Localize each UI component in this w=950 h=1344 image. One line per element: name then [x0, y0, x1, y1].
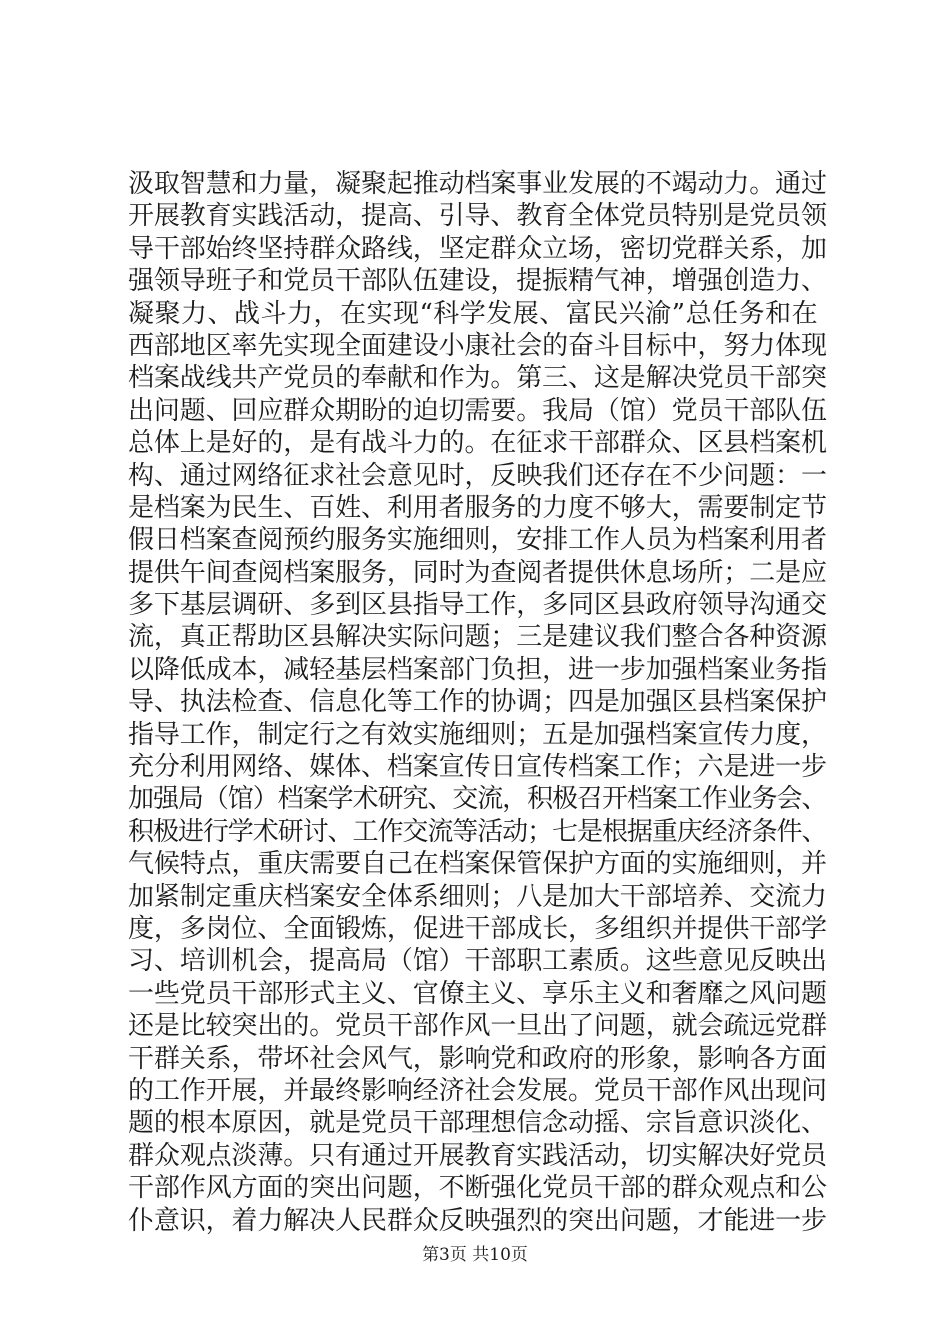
text-line: 一些党员干部形式主义、官僚主义、享乐主义和奢靡之风问题: [128, 978, 827, 1009]
text-line: 题的根本原因，就是党员干部理想信念动摇、宗旨意识淡化、: [128, 1108, 827, 1139]
text-line: 提供午间查阅档案服务，同时为查阅者提供休息场所；二是应: [128, 557, 827, 588]
text-line: 总体上是好的，是有战斗力的。在征求干部群众、区县档案机: [128, 428, 827, 459]
text-line: 假日档案查阅预约服务实施细则，安排工作人员为档案利用者: [128, 525, 827, 556]
text-line: 干部作风方面的突出问题，不断强化党员干部的群众观点和公: [128, 1173, 827, 1204]
text-line: 加紧制定重庆档案安全体系细则；八是加大干部培养、交流力: [128, 881, 827, 912]
text-line: 导、执法检查、信息化等工作的协调；四是加强区县档案保护: [128, 687, 827, 718]
text-line: 的工作开展，并最终影响经济社会发展。党员干部作风出现问: [128, 1075, 827, 1106]
text-line: 加强局（馆）档案学术研究、交流，积极召开档案工作业务会、: [128, 784, 827, 815]
text-line: 指导工作，制定行之有效实施细则；五是加强档案宣传力度，: [128, 719, 827, 750]
text-line: 是档案为民生、百姓、利用者服务的力度不够大，需要制定节: [128, 492, 827, 523]
text-line: 干群关系，带坏社会风气，影响党和政府的形象，影响各方面: [128, 1043, 827, 1074]
text-line: 多下基层调研、多到区县指导工作，多同区县政府领导沟通交: [128, 590, 827, 621]
text-line: 开展教育实践活动，提高、引导、教育全体党员特别是党员领: [128, 201, 827, 232]
text-line: 仆意识，着力解决人民群众反映强烈的突出问题，才能进一步: [128, 1205, 827, 1236]
text-line: 积极进行学术研讨、工作交流等活动；七是根据重庆经济条件、: [128, 816, 827, 847]
text-line: 还是比较突出的。党员干部作风一旦出了问题，就会疏远党群: [128, 1011, 827, 1042]
text-line: 习、培训机会，提高局（馆）干部职工素质。这些意见反映出: [128, 946, 827, 977]
text-line: 流，真正帮助区县解决实际问题；三是建议我们整合各种资源: [128, 622, 827, 653]
text-line: 西部地区率先实现全面建设小康社会的奋斗目标中，努力体现: [128, 330, 827, 361]
text-line: 出问题、回应群众期盼的迫切需要。我局（馆）党员干部队伍: [128, 395, 827, 426]
text-line: 充分利用网络、媒体、档案宣传日宣传档案工作；六是进一步: [128, 752, 827, 783]
text-line: 汲取智慧和力量，凝聚起推动档案事业发展的不竭动力。通过: [128, 169, 827, 199]
page-number-footer: 第3页 共10页: [422, 1245, 528, 1265]
text-line: 构、通过网络征求社会意见时，反映我们还存在不少问题：一: [128, 460, 827, 491]
text-line: 凝聚力、战斗力，在实现“科学发展、富民兴渝”总任务和在: [128, 298, 819, 329]
text-line: 群众观点淡薄。只有通过开展教育实践活动，切实解决好党员: [128, 1140, 827, 1171]
text-line: 气候特点，重庆需要自己在档案保管保护方面的实施细则，并: [128, 849, 827, 880]
body-paragraph: [128, 168, 828, 1237]
text-line: 以降低成本，减轻基层档案部门负担，进一步加强档案业务指: [128, 654, 827, 685]
text-line: 强领导班子和党员干部队伍建设，提振精气神，增强创造力、: [128, 266, 827, 297]
text-line: 度，多岗位、全面锻炼，促进干部成长，多组织并提供干部学: [128, 913, 827, 944]
text-line: 导干部始终坚持群众路线，坚定群众立场，密切党群关系，加: [128, 233, 827, 264]
text-line: 档案战线共产党员的奉献和作为。第三、这是解决党员干部突: [128, 363, 827, 394]
